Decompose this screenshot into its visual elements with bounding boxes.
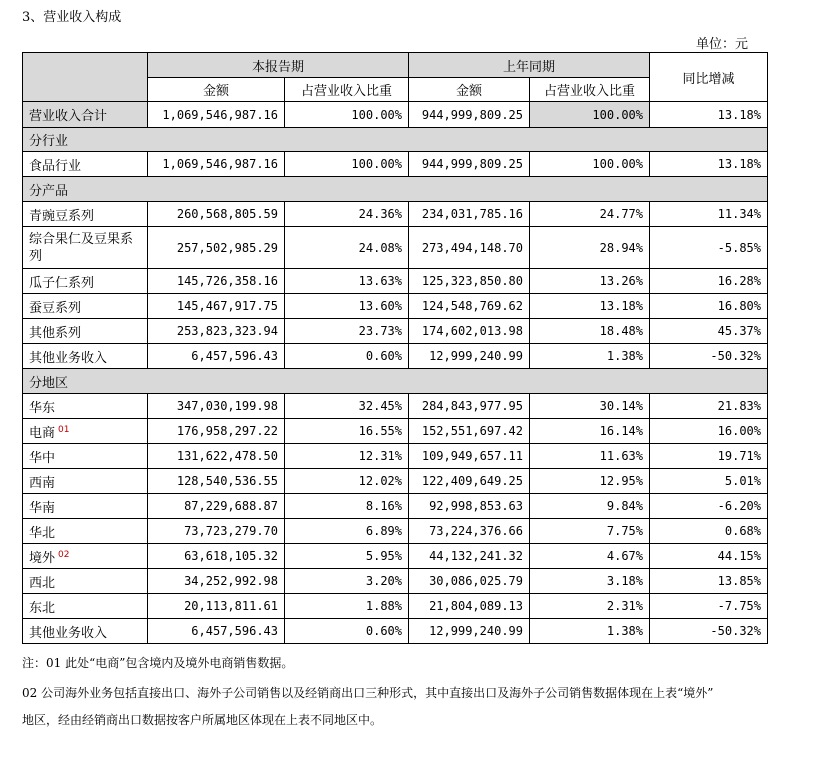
- current-amount: 6,457,596.43: [148, 619, 285, 644]
- footnote-ref-01: 01: [58, 424, 70, 435]
- section-row: [23, 177, 768, 202]
- prior-amount: 125,323,850.80: [409, 269, 530, 294]
- prior-share: 2.31%: [530, 594, 650, 619]
- current-share: 6.89%: [285, 519, 409, 544]
- current-share: 8.16%: [285, 494, 409, 519]
- section-row: [23, 369, 768, 394]
- row-label: 瓜子仁系列: [23, 269, 148, 294]
- header-amount-current: 金额: [148, 78, 285, 102]
- row-label: 华东: [23, 394, 148, 419]
- prior-amount: 12,999,240.99: [409, 619, 530, 644]
- row-label: 综合果仁及豆果系列: [23, 227, 148, 269]
- yoy-change: 0.68%: [650, 519, 768, 544]
- section-industry: 分行业: [23, 128, 768, 152]
- yoy-change: 19.71%: [650, 444, 768, 469]
- yoy-change: 13.85%: [650, 569, 768, 594]
- footnote-02-line1: 02 公司海外业务包括直接出口、海外子公司销售以及经销商出口三种形式，其中直接出口及海外子公司销售数据体现在上表“境外”: [22, 686, 714, 700]
- row-label: [23, 544, 148, 569]
- current-amount: 20,113,811.61: [148, 594, 285, 619]
- prior-share: 30.14%: [530, 394, 650, 419]
- current-share: 24.08%: [285, 227, 409, 269]
- current-share: 3.20%: [285, 569, 409, 594]
- current-amount: 73,723,279.70: [148, 519, 285, 544]
- current-share: 24.36%: [285, 202, 409, 227]
- current-share: 1.88%: [285, 594, 409, 619]
- current-share: 13.60%: [285, 294, 409, 319]
- current-amount: 253,823,323.94: [148, 319, 285, 344]
- prior-amount: 21,804,089.13: [409, 594, 530, 619]
- prior-amount: 124,548,769.62: [409, 294, 530, 319]
- prior-share: 100.00%: [530, 102, 650, 128]
- yoy-change: 5.01%: [650, 469, 768, 494]
- current-share: 5.95%: [285, 544, 409, 569]
- table-row: [23, 569, 768, 594]
- header-current-period: 本报告期: [148, 53, 409, 78]
- table-row: [23, 444, 768, 469]
- prior-amount: 12,999,240.99: [409, 344, 530, 369]
- row-label: 青豌豆系列: [23, 202, 148, 227]
- footnote-02-line2: 地区，经由经销商出口数据按客户所属地区体现在上表不同地区中。: [22, 713, 383, 727]
- row-label: 华中: [23, 444, 148, 469]
- row-label: 食品行业: [23, 152, 148, 177]
- table-row: [23, 344, 768, 369]
- prior-amount: 944,999,809.25: [409, 102, 530, 128]
- yoy-change: 13.18%: [650, 102, 768, 128]
- current-amount: 128,540,536.55: [148, 469, 285, 494]
- footnote-01: 注：01 此处“电商”包含境内及境外电商销售数据。: [22, 656, 294, 670]
- yoy-change: -50.32%: [650, 344, 768, 369]
- row-label: 蚕豆系列: [23, 294, 148, 319]
- prior-share: 16.14%: [530, 419, 650, 444]
- section-title: 3、营业收入构成: [22, 10, 122, 25]
- row-label: 西南: [23, 469, 148, 494]
- prior-amount: 44,132,241.32: [409, 544, 530, 569]
- current-amount: 145,467,917.75: [148, 294, 285, 319]
- table-row: [23, 294, 768, 319]
- header-amount-prior: 金额: [409, 78, 530, 102]
- header-share-current: 占营业收入比重: [285, 78, 409, 102]
- footnote-ref-02: 02: [58, 549, 70, 560]
- row-label: 营业收入合计: [23, 102, 148, 128]
- yoy-change: -6.20%: [650, 494, 768, 519]
- current-share: 32.45%: [285, 394, 409, 419]
- header-prior-period: 上年同期: [409, 53, 650, 78]
- unit-label: 单位：元: [696, 37, 749, 52]
- prior-amount: 944,999,809.25: [409, 152, 530, 177]
- prior-amount: 109,949,657.11: [409, 444, 530, 469]
- row-label: 其他业务收入: [23, 619, 148, 644]
- table-row: [23, 152, 768, 177]
- prior-amount: 273,494,148.70: [409, 227, 530, 269]
- prior-amount: 73,224,376.66: [409, 519, 530, 544]
- current-share: 13.63%: [285, 269, 409, 294]
- header-share-prior: 占营业收入比重: [530, 78, 650, 102]
- current-amount: 1,069,546,987.16: [148, 102, 285, 128]
- current-amount: 257,502,985.29: [148, 227, 285, 269]
- prior-share: 3.18%: [530, 569, 650, 594]
- row-label: 其他系列: [23, 319, 148, 344]
- section-product: 分产品: [23, 177, 768, 202]
- table-row: [23, 394, 768, 419]
- table-row: [23, 619, 768, 644]
- section-row: [23, 128, 768, 152]
- yoy-change: 44.15%: [650, 544, 768, 569]
- section-region: 分地区: [23, 369, 768, 394]
- current-share: 16.55%: [285, 419, 409, 444]
- table-row: [23, 544, 768, 569]
- table-row: [23, 227, 768, 269]
- current-amount: 260,568,805.59: [148, 202, 285, 227]
- current-share: 0.60%: [285, 619, 409, 644]
- current-amount: 6,457,596.43: [148, 344, 285, 369]
- prior-share: 100.00%: [530, 152, 650, 177]
- table-row: [23, 102, 768, 128]
- current-share: 0.60%: [285, 344, 409, 369]
- header-yoy: 同比增减: [650, 53, 768, 102]
- current-amount: 347,030,199.98: [148, 394, 285, 419]
- yoy-change: 13.18%: [650, 152, 768, 177]
- row-label-text: 电商: [29, 425, 56, 441]
- current-amount: 145,726,358.16: [148, 269, 285, 294]
- current-amount: 63,618,105.32: [148, 544, 285, 569]
- row-label: 东北: [23, 594, 148, 619]
- prior-share: 1.38%: [530, 619, 650, 644]
- prior-amount: 122,409,649.25: [409, 469, 530, 494]
- yoy-change: 16.80%: [650, 294, 768, 319]
- prior-share: 9.84%: [530, 494, 650, 519]
- table-row: [23, 519, 768, 544]
- table-row: [23, 419, 768, 444]
- row-label: 华南: [23, 494, 148, 519]
- current-amount: 131,622,478.50: [148, 444, 285, 469]
- yoy-change: 21.83%: [650, 394, 768, 419]
- table-row: [23, 269, 768, 294]
- revenue-composition-table: [22, 52, 768, 644]
- yoy-change: -5.85%: [650, 227, 768, 269]
- prior-amount: 152,551,697.42: [409, 419, 530, 444]
- prior-share: 1.38%: [530, 344, 650, 369]
- table-row: [23, 319, 768, 344]
- yoy-change: 45.37%: [650, 319, 768, 344]
- current-share: 100.00%: [285, 102, 409, 128]
- current-share: 23.73%: [285, 319, 409, 344]
- current-share: 100.00%: [285, 152, 409, 177]
- row-label: [23, 419, 148, 444]
- prior-share: 11.63%: [530, 444, 650, 469]
- prior-amount: 284,843,977.95: [409, 394, 530, 419]
- yoy-change: -50.32%: [650, 619, 768, 644]
- prior-share: 4.67%: [530, 544, 650, 569]
- current-share: 12.02%: [285, 469, 409, 494]
- current-share: 12.31%: [285, 444, 409, 469]
- yoy-change: -7.75%: [650, 594, 768, 619]
- prior-amount: 92,998,853.63: [409, 494, 530, 519]
- yoy-change: 16.28%: [650, 269, 768, 294]
- prior-share: 7.75%: [530, 519, 650, 544]
- row-label: 华北: [23, 519, 148, 544]
- prior-share: 13.26%: [530, 269, 650, 294]
- row-label-text: 境外: [29, 550, 56, 566]
- row-label: 西北: [23, 569, 148, 594]
- prior-amount: 30,086,025.79: [409, 569, 530, 594]
- table-row: [23, 594, 768, 619]
- table-row: [23, 494, 768, 519]
- prior-share: 28.94%: [530, 227, 650, 269]
- table-row: [23, 202, 768, 227]
- current-amount: 87,229,688.87: [148, 494, 285, 519]
- current-amount: 34,252,992.98: [148, 569, 285, 594]
- prior-share: 24.77%: [530, 202, 650, 227]
- header-blank: [23, 53, 148, 102]
- prior-amount: 234,031,785.16: [409, 202, 530, 227]
- row-label: 其他业务收入: [23, 344, 148, 369]
- prior-share: 12.95%: [530, 469, 650, 494]
- prior-share: 13.18%: [530, 294, 650, 319]
- table-row: [23, 469, 768, 494]
- current-amount: 1,069,546,987.16: [148, 152, 285, 177]
- prior-amount: 174,602,013.98: [409, 319, 530, 344]
- prior-share: 18.48%: [530, 319, 650, 344]
- current-amount: 176,958,297.22: [148, 419, 285, 444]
- yoy-change: 11.34%: [650, 202, 768, 227]
- yoy-change: 16.00%: [650, 419, 768, 444]
